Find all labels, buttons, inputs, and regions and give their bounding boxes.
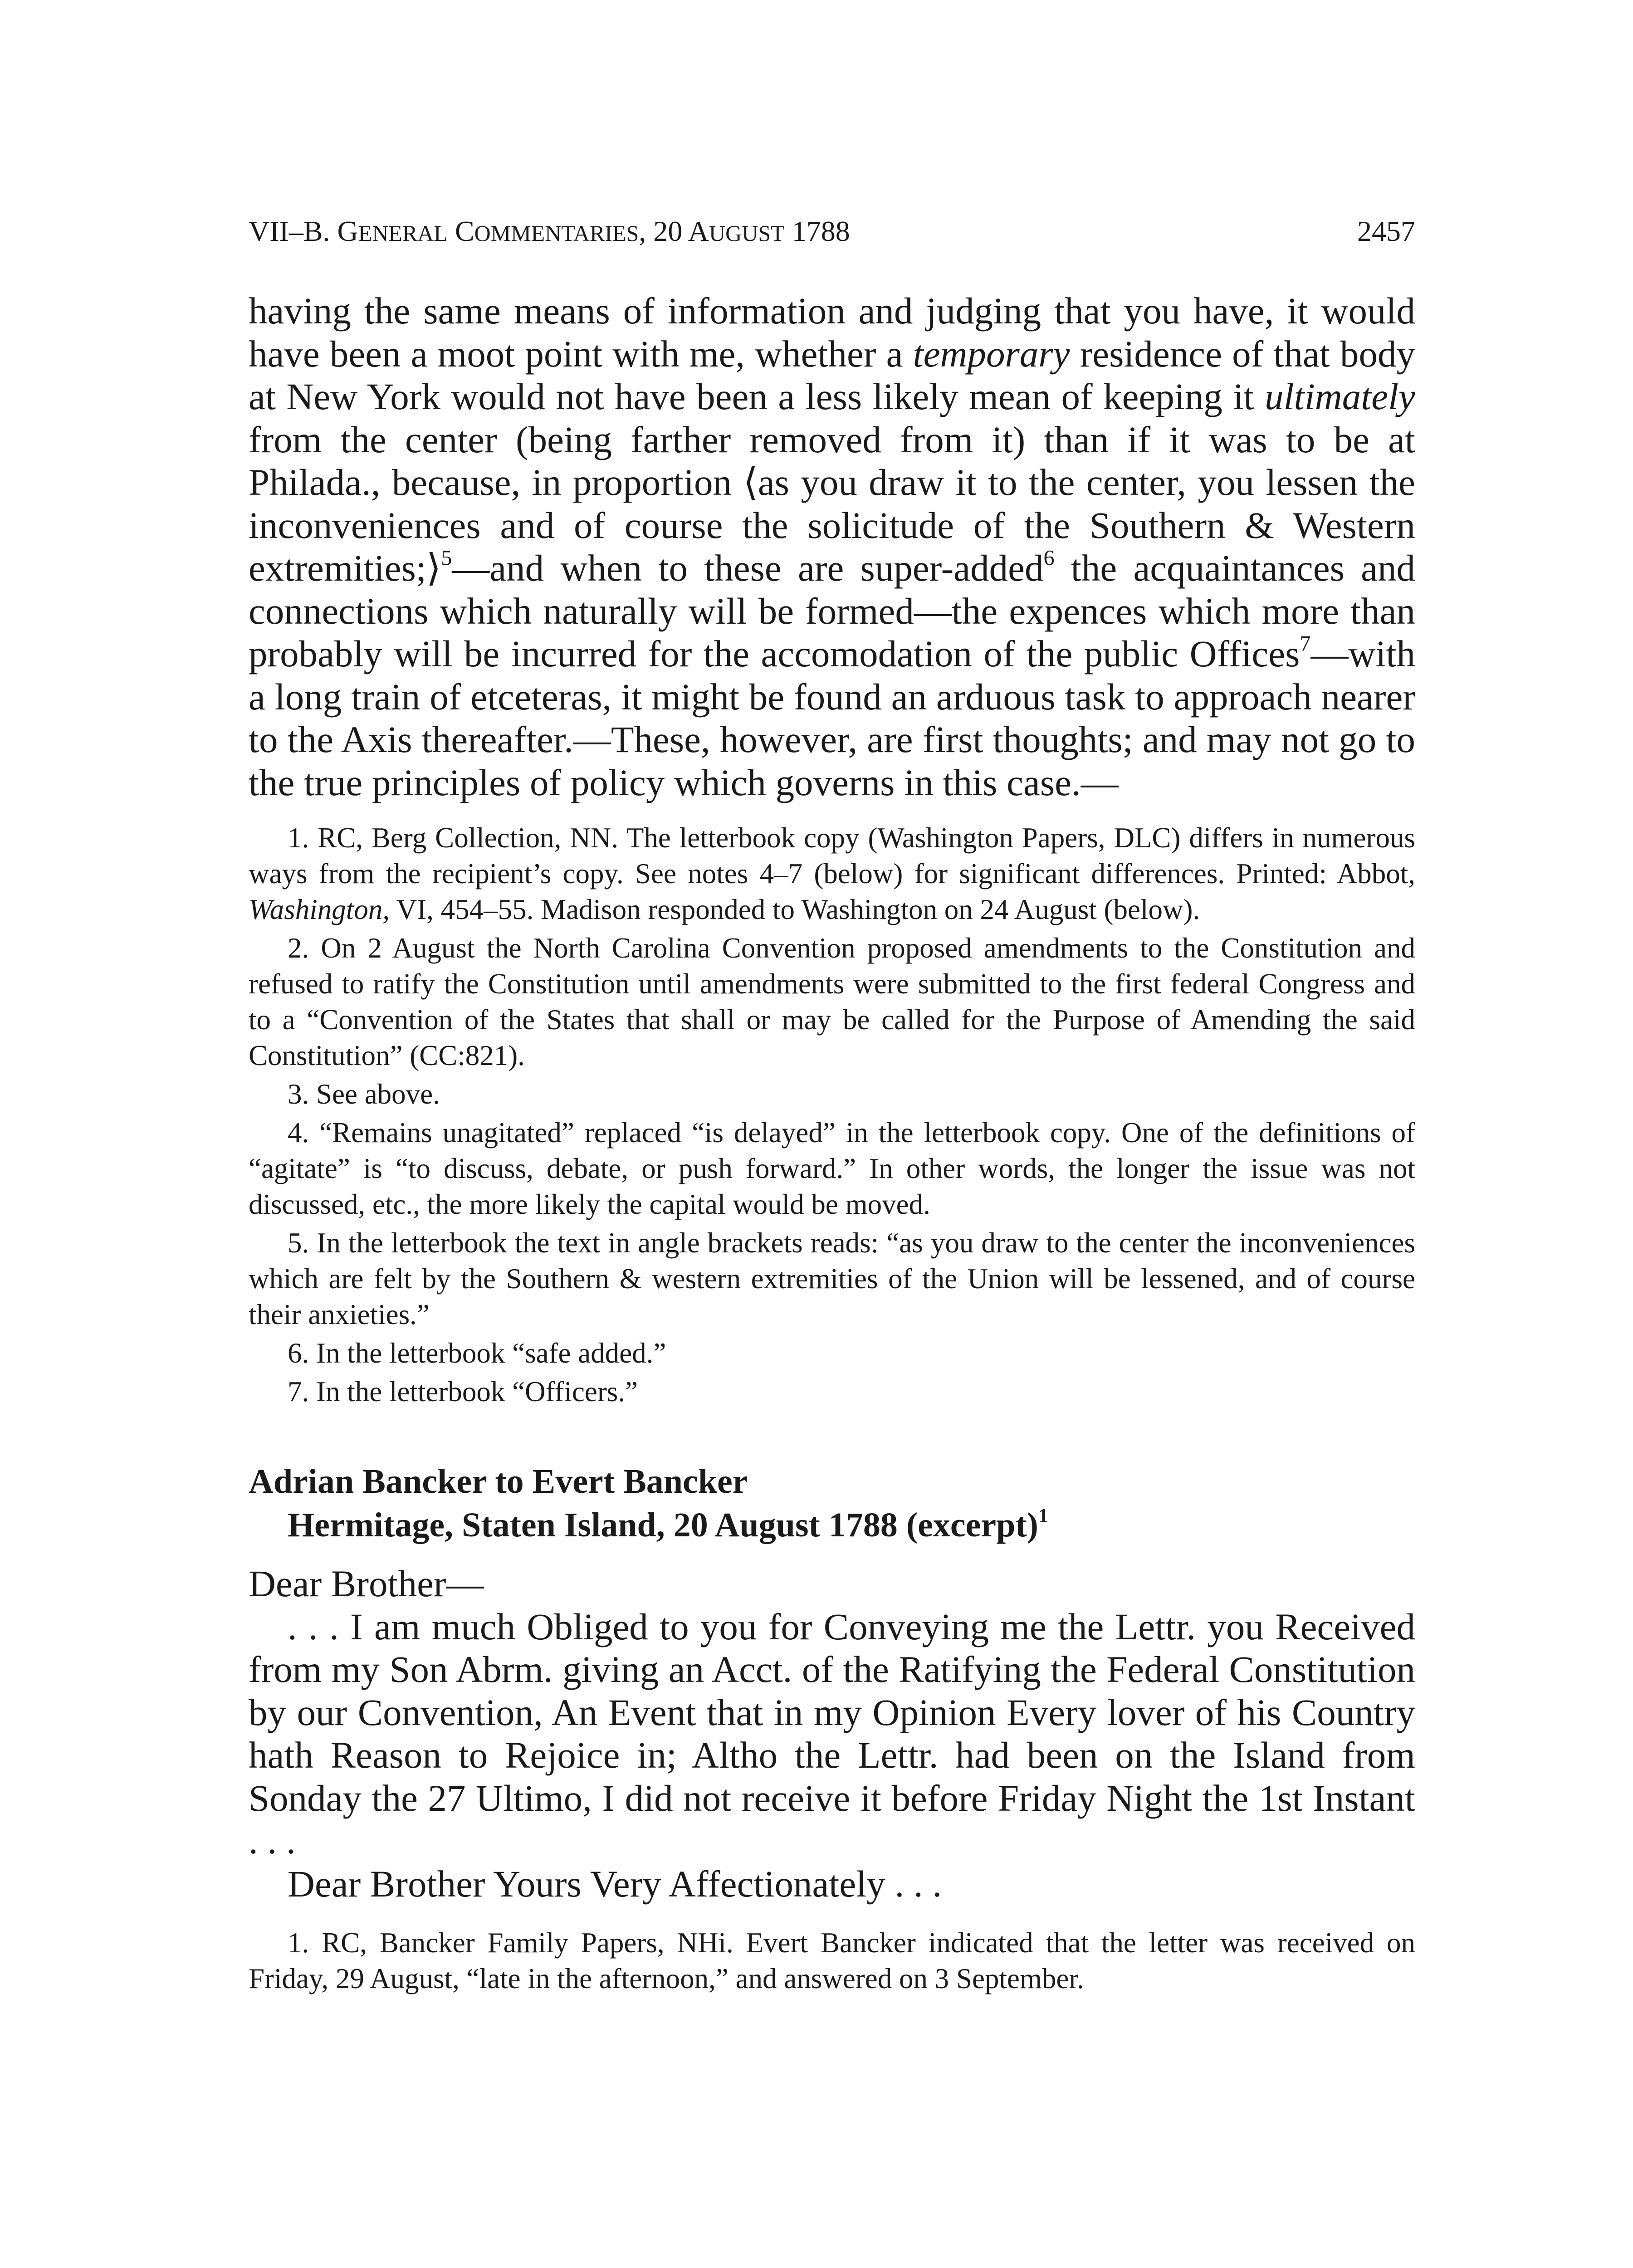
footnote-ref-1: 1	[1038, 1504, 1049, 1527]
main-body-paragraph: having the same means of information and judging that you have, it would have been a moot point with me, whether a temporary residence of that body at New York would not have been a less likely mean of keeping it ultimately from the center (being farther removed from it) than if it was to be at Philada., because, in proportion ⟨as you draw it to the center, you lessen the inconveniences and of course the solicitude of the Southern & Western extremities;⟩$^5$—and when to these are super-added$^6$ the acquaintances and connections which naturally will be formed—the expences which more than probably will be incurred for the accomodation of the public Offices$^7$—with a long train of etceteras, it might be found an arduous task to approach nearer to the Axis thereafter.—These, however, are first thoughts; and may not go to the true principles of policy which governs in this case.—	[249, 290, 1415, 803]
footnote-1: 1. RC, Berg Collection, NN. The letterbook copy (Washington Papers, DLC) differs in numerous ways from the recipient’s copy. See notes 4–7 (below) for significant differences. Printed: Abbot, Washington, VI, 454–55. Madison responded to Washington on 24 August (below).	[249, 822, 1415, 925]
letter-paragraph: . . . I am much Obliged to you for Conveying me the Lettr. you Received from my Son Abrm. giving an Acct. of the Ratifying the Federal Constitution by our Convention, An Event that in my Opinion Every lover of his Country hath Reason to Rejoice in; Altho the Lettr. had been on the Island from Sonday the 27 Ultimo, I did not receive it before Friday Night the 1st Instant . . .	[249, 1605, 1415, 1862]
document-footnote-1: 1. RC, Bancker Family Papers, NHi. Evert Bancker indicated that the letter was received on Friday, 29 August, “late in the afternoon,” and answered on 3 September.	[249, 1927, 1415, 1994]
footnotes-section	[249, 820, 1415, 1410]
footnote-4: 4. “Remains unagitated” replaced “is delayed” in the letterbook copy. One of the definitions of “agitate” is “to discuss, debate, or push forward.” In other words, the longer the issue was not discussed, etc., the more likely the capital would be moved.	[249, 1117, 1415, 1220]
footnote-2: 2. On 2 August the North Carolina Convention proposed amendments to the Constitution and refused to ratify the Constitution until amendments were submitted to the first federal Congress and to a “Convention of the States that shall or may be called for the Purpose of Amending the said Constitution” (CC:821).	[249, 932, 1415, 1071]
footnote-ref-6: 6	[1043, 546, 1055, 570]
footnote-7: 7. In the letterbook “Officers.”	[288, 1376, 638, 1408]
letter-body	[249, 1562, 1415, 1905]
document-heading-place-date: Hermitage, Staten Island, 20 August 1788 (excerpt)$^1$	[288, 1504, 1049, 1544]
footnote-3: 3. See above.	[288, 1078, 440, 1110]
footnote-ref-7: 7	[1300, 631, 1311, 656]
document-page	[249, 213, 1415, 1999]
letter-closing: Dear Brother Yours Very Affectionately . . .	[288, 1862, 942, 1905]
running-head-title: VII–B. GENERAL COMMENTARIES, 20 AUGUST 1788	[249, 215, 850, 247]
page-number: 2457	[1357, 215, 1415, 247]
letter-salutation: Dear Brother—	[249, 1563, 484, 1604]
footnote-5: 5. In the letterbook the text in angle brackets reads: “as you draw to the center the inconveniences which are felt by the Southern & western extremities of the Union will be lessened, and of course their anxieties.”	[249, 1227, 1415, 1330]
document-heading	[249, 1460, 1415, 1547]
running-head	[249, 213, 1415, 249]
document-heading-title: Adrian Bancker to Evert Bancker	[249, 1462, 748, 1501]
document-footnotes	[249, 1925, 1415, 1997]
footnote-6: 6. In the letterbook “safe added.”	[288, 1337, 666, 1369]
footnote-ref-5: 5	[441, 546, 452, 570]
